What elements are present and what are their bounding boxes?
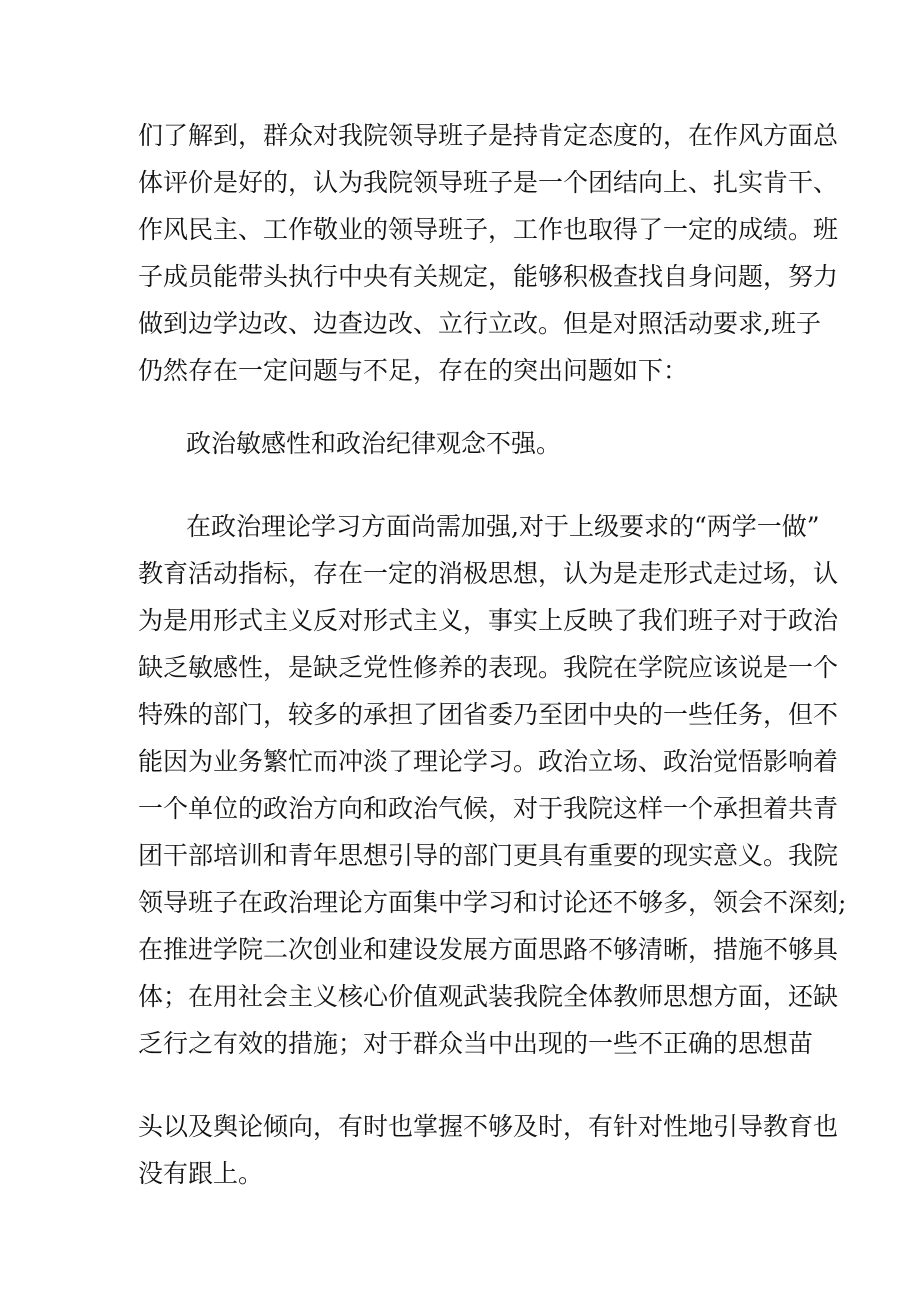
text-line: 教育活动指标，存在一定的消极思想，认为是走形式走过场，认: [138, 559, 839, 588]
text-line: 做到边学边改、边查边改、立行立改。但是对照活动要求,班子: [138, 309, 821, 338]
text-line: 没有跟上。: [138, 1159, 264, 1188]
text-line: 缺乏敏感性，是缺乏党性修养的表现。我院在学院应该说是一个: [138, 653, 839, 682]
text-line: 为是用形式主义反对形式主义，事实上反映了我们班子对于政治: [138, 606, 839, 635]
text-line: 领导班子在政治理论方面集中学习和讨论还不够多，领会不深刻;: [138, 888, 847, 917]
text-line: 作风民主、工作敬业的领导班子，工作也取得了一定的成绩。班: [138, 215, 839, 244]
section-heading: 政治敏感性和政治纪律观念不强。: [186, 429, 562, 458]
text-line: 们了解到，群众对我院领导班子是持肯定态度的，在作风方面总: [138, 121, 839, 150]
text-line: 能因为业务繁忙而冲淡了理论学习。政治立场、政治觉悟影响着: [138, 747, 839, 776]
text-line: 体；在用社会主义核心价值观武装我院全体教师思想方面，还缺: [138, 982, 839, 1011]
text-line: 乏行之有效的措施；对于群众当中出现的一些不正确的思想苗: [138, 1029, 814, 1058]
text-line: 子成员能带头执行中央有关规定，能够积极查找自身问题，努力: [138, 262, 839, 291]
text-line: 在政治理论学习方面尚需加强,对于上级要求的“两学一做”: [186, 512, 820, 541]
text-line: 仍然存在一定问题与不足，存在的突出问题如下：: [138, 356, 689, 385]
text-line: 体评价是好的，认为我院领导班子是一个团结向上、扎实肯干、: [138, 168, 839, 197]
text-line: 头以及舆论倾向，有时也掌握不够及时，有针对性地引导教育也: [138, 1112, 839, 1141]
text-line: 在推进学院二次创业和建设发展方面思路不够清晰，措施不够具: [138, 935, 839, 964]
text-line: 团干部培训和青年思想引导的部门更具有重要的现实意义。我院: [138, 841, 839, 870]
text-line: 一个单位的政治方向和政治气候，对于我院这样一个承担着共青: [138, 794, 839, 823]
text-line: 特殊的部门，较多的承担了团省委乃至团中央的一些任务，但不: [138, 700, 839, 729]
